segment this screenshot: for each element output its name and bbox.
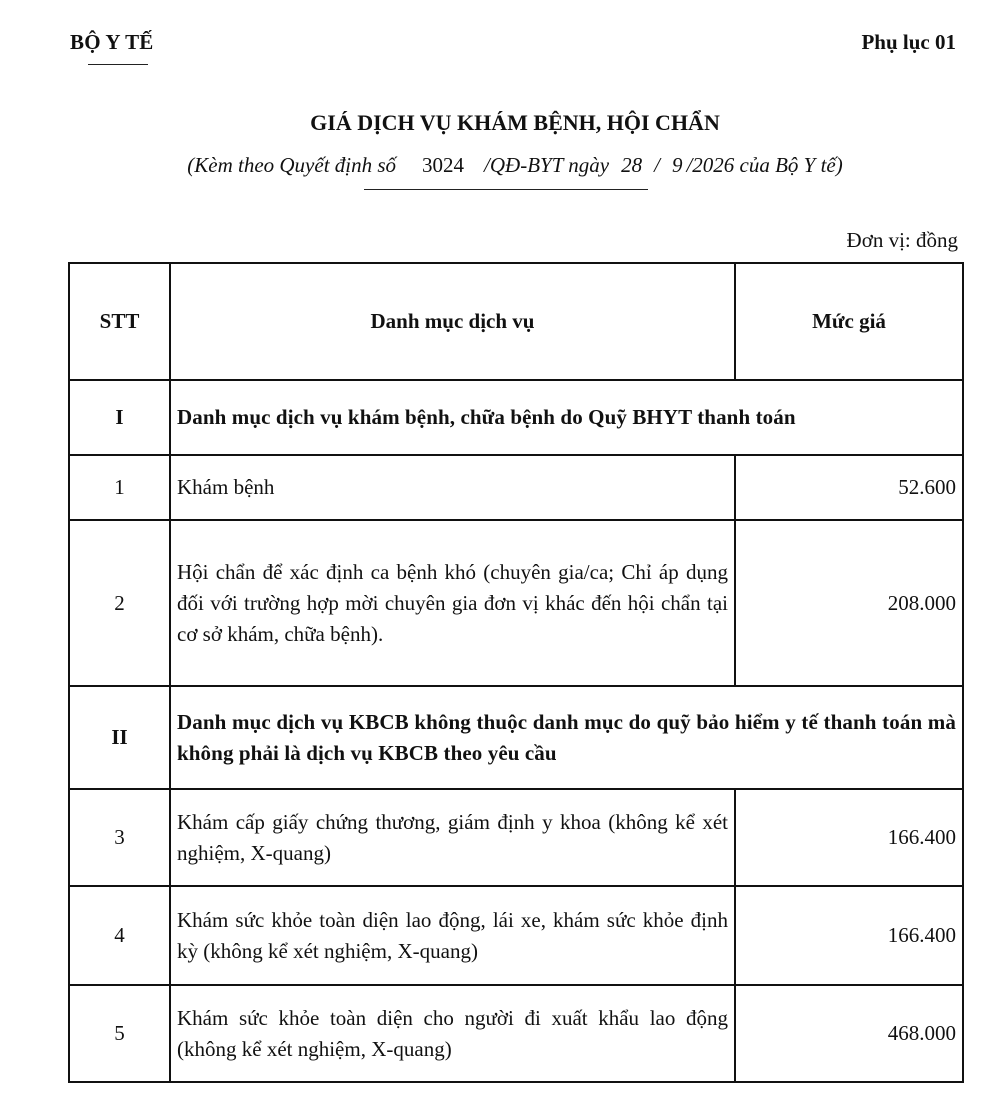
row-price: 208.000 bbox=[735, 520, 963, 686]
row-service: Hội chẩn để xác định ca bệnh khó (chuyên gia/ca; Chỉ áp dụng đối với trường hợp mời chuyên gia đơn vị khác đến hội chẩn tại cơ sở khám, chữa bệnh). bbox=[170, 520, 735, 686]
row-price: 166.400 bbox=[735, 789, 963, 886]
decision-underline bbox=[364, 189, 648, 190]
currency-unit: Đơn vị: đồng bbox=[846, 228, 958, 252]
row-price: 468.000 bbox=[735, 985, 963, 1082]
section-row-2 bbox=[69, 686, 963, 789]
decision-prefix: (Kèm theo Quyết định số bbox=[187, 153, 397, 177]
row-service: Khám bệnh bbox=[170, 455, 735, 520]
decision-reference bbox=[0, 153, 1000, 178]
price-table bbox=[68, 262, 964, 1083]
agency-underline bbox=[88, 64, 148, 65]
appendix-label: Phụ lục 01 bbox=[861, 30, 956, 54]
row-stt: I bbox=[69, 380, 170, 455]
table-row bbox=[69, 985, 963, 1082]
agency-name: BỘ Y TẾ bbox=[70, 30, 154, 54]
row-stt: II bbox=[69, 686, 170, 789]
row-service: Khám cấp giấy chứng thương, giám định y khoa (không kể xét nghiệm, X-quang) bbox=[170, 789, 735, 886]
row-stt: 2 bbox=[69, 520, 170, 686]
table-header-row bbox=[69, 263, 963, 380]
section-title: Danh mục dịch vụ KBCB không thuộc danh mục do quỹ bảo hiểm y tế thanh toán mà không phải là dịch vụ KBCB theo yêu cầu bbox=[170, 686, 963, 789]
decision-month: 9 bbox=[671, 153, 683, 177]
row-service: Khám sức khỏe toàn diện lao động, lái xe, khám sức khỏe định kỳ (không kể xét nghiệm, X-quang) bbox=[170, 886, 735, 985]
row-stt: 4 bbox=[69, 886, 170, 985]
row-price: 52.600 bbox=[735, 455, 963, 520]
row-stt: 3 bbox=[69, 789, 170, 886]
table-row bbox=[69, 789, 963, 886]
header-price: Mức giá bbox=[735, 263, 963, 380]
row-stt: 1 bbox=[69, 455, 170, 520]
decision-day: 28 bbox=[621, 153, 643, 177]
table-row bbox=[69, 520, 963, 686]
row-service: Khám sức khỏe toàn diện cho người đi xuất khẩu lao động (không kể xét nghiệm, X-quang) bbox=[170, 985, 735, 1082]
row-price: 166.400 bbox=[735, 886, 963, 985]
header-stt: STT bbox=[69, 263, 170, 380]
table-row bbox=[69, 886, 963, 985]
section-title: Danh mục dịch vụ khám bệnh, chữa bệnh do Quỹ BHYT thanh toán bbox=[170, 380, 963, 455]
row-stt: 5 bbox=[69, 985, 170, 1082]
header-service: Danh mục dịch vụ bbox=[170, 263, 735, 380]
decision-number: 3024 bbox=[422, 153, 465, 177]
table-row bbox=[69, 455, 963, 520]
decision-suffix: /2026 của Bộ Y tế) bbox=[686, 153, 843, 177]
decision-middle: /QĐ-BYT ngày bbox=[484, 153, 610, 177]
document-title: GIÁ DỊCH VỤ KHÁM BỆNH, HỘI CHẨN bbox=[310, 110, 720, 135]
section-row-1 bbox=[69, 380, 963, 455]
decision-date-separator: / bbox=[654, 153, 660, 177]
